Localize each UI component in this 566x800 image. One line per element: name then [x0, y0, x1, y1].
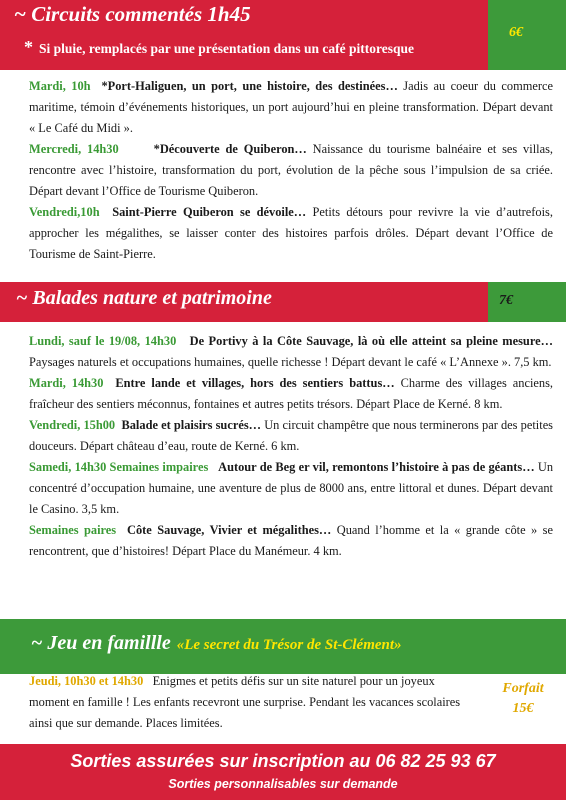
list-item [29, 520, 553, 562]
asterisk-icon: * [24, 37, 33, 57]
item-title: Saint-Pierre Quiberon se dévoile… [112, 205, 307, 219]
item-desc: Charme des villages anciens, fraîcheur des sentiers méconnus, fontaines et autres petits trésors. Départ Place de Kerné. 8 km. [29, 376, 554, 411]
item-day: Semaines paires [29, 523, 117, 537]
item-title: Entre lande et villages, hors des sentiers battus… [115, 376, 395, 390]
circuits-list [29, 76, 553, 265]
item-desc: Paysages naturels et occupations humaines, quelle richesse ! Départ devant le café « L’Annexe ». 7,5 km. [29, 355, 552, 369]
footer-subline: Sorties personnalisables sur demande [168, 777, 398, 791]
footer-banner [0, 744, 566, 800]
list-item [29, 457, 553, 520]
footer-phone-line: Sorties assurées sur inscription au 06 82 25 93 67 [70, 751, 496, 771]
item-title: Balade et plaisirs sucrés… [121, 418, 262, 432]
balades-list [29, 331, 553, 562]
list-item [29, 139, 553, 202]
jeu-price [488, 679, 558, 719]
section-title-text: ~ Jeu en famillle [31, 632, 171, 654]
jeu-description [29, 671, 461, 734]
item-desc: Enigmes et petits défis sur un site naturel pour un joyeux moment en famille ! Les enfants recevront une surprise. Pendant les vacances scolaires ainsi que sur demande. Places limitées. [29, 674, 461, 730]
section-title: ~ Circuits commentés 1h45 [14, 2, 251, 26]
item-title: Autour de Beg er vil, remontons l’histoire à pas de géants… [218, 460, 535, 474]
item-desc: Petits détours pour revivre la vie d’autrefois, approcher les mégalithes, se laisser conter des histoires parfois drôles. Départ devant l’Office de Tourisme de Saint-Pierre. [29, 205, 553, 261]
list-item [29, 373, 553, 415]
item-day: Mardi, 10h [29, 79, 91, 93]
item-title: *Découverte de Quiberon… [153, 142, 307, 156]
item-desc: Naissance du tourisme balnéaire et ses villas, rencontre avec l’histoire, transformation du port, évolution de la pêche sous l’impulsion de sa criée. Départ devant l’Office de Tourisme Quiberon. [29, 142, 553, 198]
item-day: Vendredi, 15h00 [29, 418, 116, 432]
item-desc: Jadis au coeur du commerce maritime, témoin d’événements historiques, un port aujourd’hui en pleine transformation. Départ devant « Le Café du Midi ». [29, 79, 554, 135]
list-item [29, 331, 553, 373]
rain-note [24, 37, 414, 58]
section-jeu-header [0, 619, 566, 674]
item-desc: Un concentré d’occupation humaine, une aventure de plus de 8000 ans, entre littoral et dunes. Départ devant le Casino. 3,5 km. [29, 460, 554, 516]
item-day: Mercredi, 14h30 [29, 142, 119, 156]
section-price: 7€ [499, 293, 513, 308]
item-title: De Portivy à la Côte Sauvage, là où elle atteint sa pleine mesure… [189, 334, 553, 348]
item-title: Côte Sauvage, Vivier et mégalithes… [127, 523, 332, 537]
section-title [31, 632, 402, 655]
item-day: Jeudi, 10h30 et 14h30 [29, 674, 144, 688]
price-box [488, 0, 566, 70]
item-desc: Quand l’homme et la « grande côte » se rencontrent, que d’histoires! Départ Place du Manémeur. 4 km. [29, 523, 553, 558]
item-day: Vendredi,10h [29, 205, 100, 219]
section-price: 6€ [509, 25, 523, 40]
list-item [29, 202, 553, 265]
section-subtitle: «Le secret du Trésor de St-Clément» [176, 637, 402, 653]
item-day: Samedi, 14h30 Semaines impaires [29, 460, 209, 474]
item-title: *Port-Haliguen, un port, une histoire, des destinées… [101, 79, 398, 93]
section-balades-header [0, 282, 566, 322]
item-day: Mardi, 14h30 [29, 376, 104, 390]
list-item [29, 76, 553, 139]
price-label: Forfait [502, 681, 544, 696]
list-item [29, 415, 553, 457]
section-title: ~ Balades nature et patrimoine [16, 287, 272, 309]
rain-note-text: Si pluie, remplacés par une présentation dans un café pittoresque [39, 41, 415, 56]
list-item [29, 671, 461, 734]
item-desc: Un circuit champêtre que nous terminerons par des petites douceurs. Départ château d’eau, route de Kerné. 6 km. [29, 418, 554, 453]
section-circuits-header [0, 0, 566, 70]
item-day: Lundi, sauf le 19/08, 14h30 [29, 334, 177, 348]
price-value: 15€ [512, 701, 534, 716]
